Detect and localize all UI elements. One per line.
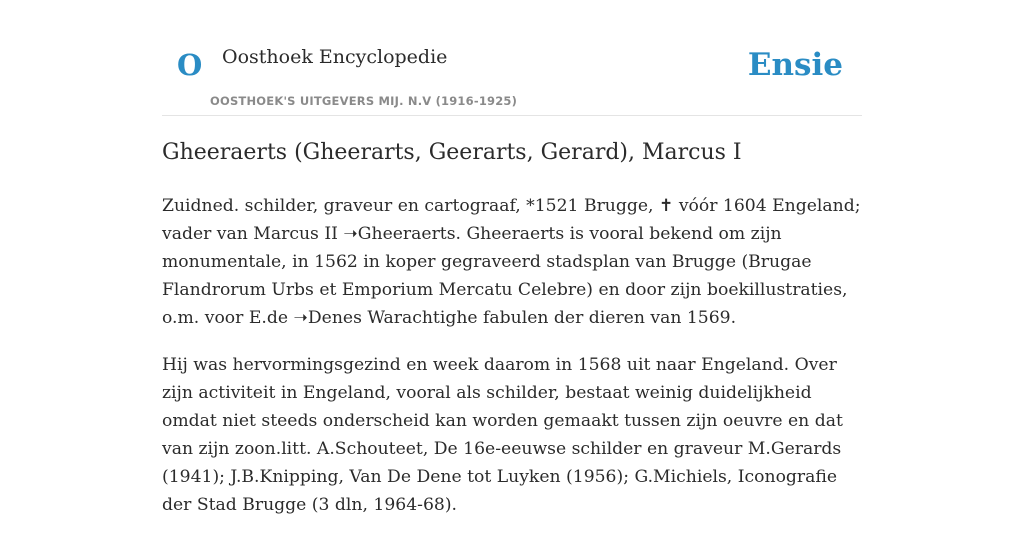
site-header (162, 0, 862, 116)
publisher-subtitle: OOSTHOEK'S UITGEVERS MIJ. N.V (1916-1925) (210, 94, 518, 108)
entry-paragraph-1 (162, 192, 862, 332)
site-logo[interactable]: O (177, 48, 203, 82)
entry-title: Gheeraerts (Gheerarts, Geerarts, Gerard), Marcus I (162, 140, 742, 165)
entry-paragraph-2: Hij was hervormingsgezind en week daarom in 1568 uit naar Engeland. Over zijn activiteit in Engeland, vooral als schilder, bestaat weinig duidelijkheid omdat niet steeds onderscheid kan worden gemaakt tussen zijn oeuvre en dat van zijn zoon.litt. A.Schouteet, De 16e-eeuwse schilder en graveur M.Gerards (1941); J.B.Knipping, Van De Dene tot Luyken (1956); G.Michiels, Iconografie der Stad Brugge (3 dln, 1964-68). (162, 355, 843, 515)
site-title[interactable]: Oosthoek Encyclopedie (222, 46, 448, 68)
ensie-brand-link[interactable]: Ensie (747, 47, 843, 83)
paragraph-1-text-c: Warachtighe fabulen der dieren van 1569. (361, 308, 737, 328)
entry-body (162, 192, 862, 538)
paragraph-1-text-b: . Gheeraerts is vooral bekend om zijn monumentale, in 1562 in koper gegraveerd stadsplan van Brugge (Brugae Flandrorum Urbs et Emporium Mercatu Celebre) en door zijn boekillustraties, o.m. voor E.de (162, 224, 848, 328)
paragraph-1-text-a: Zuidned. schilder, graveur en cartograaf, *1521 Brugge, ✝ vóór 1604 Engeland; vader van Marcus II (162, 196, 861, 244)
page (162, 0, 862, 515)
cross-reference-gheeraerts[interactable]: ➝Gheeraerts (343, 224, 456, 244)
cross-reference-denes[interactable]: ➝Denes (293, 308, 362, 328)
